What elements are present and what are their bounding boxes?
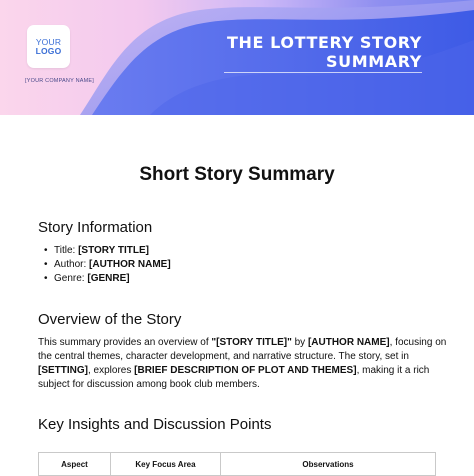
overview-text-5: , making it a rich subject for discussion among book club members. bbox=[38, 365, 430, 390]
column-header-aspect: Aspect bbox=[39, 453, 111, 476]
overview-text-2: by bbox=[291, 337, 308, 348]
list-item-author bbox=[48, 258, 171, 272]
overview-heading: Overview of the Story bbox=[38, 311, 182, 328]
overview-bold-3: [SETTING] bbox=[38, 365, 88, 376]
overview-text-1: This summary provides an overview of bbox=[38, 337, 212, 348]
overview-paragraph bbox=[38, 336, 448, 392]
item-value: [STORY TITLE] bbox=[78, 245, 150, 256]
banner-divider bbox=[224, 72, 422, 73]
banner-title-line2: SUMMARY bbox=[326, 52, 422, 71]
overview-bold-4: [BRIEF DESCRIPTION OF PLOT AND THEMES] bbox=[134, 365, 357, 376]
list-item-genre bbox=[48, 272, 171, 286]
item-value: [AUTHOR NAME] bbox=[89, 259, 171, 270]
header-banner bbox=[0, 0, 474, 115]
overview-bold-2: [AUTHOR NAME] bbox=[307, 337, 390, 348]
overview-text-3: , focusing on the central themes, character development, and narrative structure. The story, set in bbox=[38, 337, 447, 362]
insights-heading: Key Insights and Discussion Points bbox=[38, 416, 272, 433]
column-header-observations: Observations bbox=[221, 453, 436, 476]
table-header-row bbox=[39, 453, 436, 476]
overview-text-4: , explores bbox=[88, 365, 135, 376]
insights-table bbox=[38, 452, 436, 476]
company-logo bbox=[27, 25, 70, 68]
item-value: [GENRE] bbox=[87, 273, 130, 284]
list-item-title bbox=[48, 244, 171, 258]
banner-title-line1: THE LOTTERY STORY bbox=[226, 33, 422, 52]
item-label: Genre: bbox=[54, 273, 88, 284]
item-label: Title: bbox=[54, 245, 79, 256]
story-information-list bbox=[38, 244, 171, 286]
logo-text-line1: YOUR bbox=[35, 36, 62, 47]
banner-title bbox=[227, 33, 422, 71]
logo-text-line2: LOGO bbox=[35, 45, 62, 56]
overview-bold-1: "[STORY TITLE]" bbox=[211, 337, 292, 348]
story-information-heading: Story Information bbox=[38, 219, 153, 236]
column-header-key-focus: Key Focus Area bbox=[111, 453, 221, 476]
item-label: Author: bbox=[54, 259, 90, 270]
company-name: [YOUR COMPANY NAME] bbox=[25, 78, 94, 84]
document-title: Short Story Summary bbox=[139, 164, 335, 185]
